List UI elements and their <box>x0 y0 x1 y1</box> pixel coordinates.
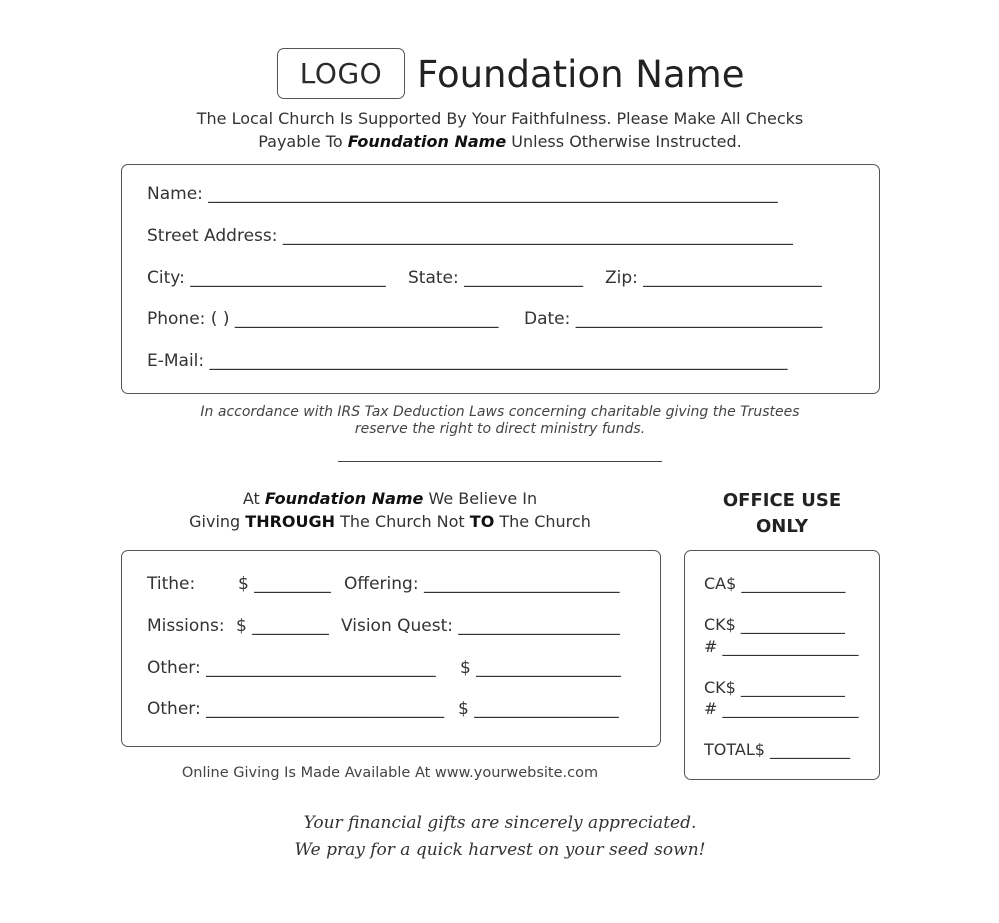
ca-field[interactable]: CA$ _____________ <box>704 574 846 593</box>
other-1-field[interactable]: Other: ___________________________ <box>147 658 436 678</box>
belief-line-2-e: The Church <box>494 512 591 531</box>
online-giving-note: Online Giving Is Made Available At www.yourwebsite.com <box>181 765 599 781</box>
email-field[interactable]: E-Mail: ____________________________________________________________________ <box>147 351 788 371</box>
logo-placeholder <box>277 48 405 99</box>
belief-foundation-name: Foundation Name <box>264 489 424 508</box>
tithe-amount-field[interactable]: $ _________ <box>238 574 331 594</box>
date-field[interactable]: Date: _____________________________ <box>524 309 823 329</box>
belief-line-1 <box>150 487 630 510</box>
belief-line-2 <box>150 510 630 533</box>
intro-line-2-prefix: Payable To <box>258 132 348 151</box>
other-2-field[interactable]: Other: ____________________________ <box>147 699 445 719</box>
name-field[interactable]: Name: ___________________________________________________________________ <box>147 184 778 204</box>
irs-notice <box>150 404 850 438</box>
logo-text: LOGO <box>299 57 383 90</box>
irs-notice-line-2: reserve the right to direct ministry funds. <box>354 421 646 437</box>
missions-label: Missions: <box>147 616 225 636</box>
intro-foundation-name: Foundation Name <box>347 132 507 151</box>
irs-notice-line-1: In accordance with IRS Tax Deduction Laws concerning charitable giving the Trustees <box>200 404 800 420</box>
intro-line-2-suffix: Unless Otherwise Instructed. <box>506 132 742 151</box>
belief-line-1-suffix: We Believe In <box>423 489 538 508</box>
section-divider <box>338 461 662 462</box>
belief-statement <box>150 487 630 533</box>
belief-to: TO <box>469 512 495 531</box>
foundation-name-title: Foundation Name <box>417 53 745 96</box>
state-field[interactable]: State: ______________ <box>408 268 584 288</box>
total-field[interactable]: TOTAL$ __________ <box>704 740 851 759</box>
zip-field[interactable]: Zip: _____________________ <box>605 268 822 288</box>
intro-line-2 <box>120 130 880 153</box>
belief-line-2-a: Giving <box>189 512 246 531</box>
missions-amount-field[interactable]: $ _________ <box>236 616 329 636</box>
belief-through: THROUGH <box>245 512 336 531</box>
vision-quest-field[interactable]: Vision Quest: ___________________ <box>341 616 620 636</box>
street-address-field[interactable]: Street Address: ____________________________________________________________ <box>147 226 793 246</box>
other-1-amount-field[interactable]: $ _________________ <box>460 658 621 678</box>
appreciation-line-2: We pray for a quick harvest on your seed sown! <box>294 840 706 860</box>
office-use-title-line-1: OFFICE USE <box>722 490 842 511</box>
intro-line-1: The Local Church Is Supported By Your Faithfulness. Please Make All Checks <box>196 109 804 128</box>
offering-field[interactable]: Offering: _______________________ <box>344 574 620 594</box>
ck-1-field[interactable]: CK$ _____________ <box>704 615 845 634</box>
ck-2-field[interactable]: CK$ _____________ <box>704 678 845 697</box>
city-field[interactable]: City: _______________________ <box>147 268 386 288</box>
appreciation-message <box>250 810 750 864</box>
belief-line-2-c: The Church Not <box>335 512 470 531</box>
other-2-amount-field[interactable]: $ _________________ <box>458 699 619 719</box>
ck-2-number-field[interactable]: # _________________ <box>704 699 859 718</box>
tithe-label: Tithe: <box>147 574 196 594</box>
belief-line-1-prefix: At <box>242 489 265 508</box>
office-use-title <box>702 488 862 540</box>
intro-text <box>120 107 880 153</box>
office-use-title-line-2: ONLY <box>755 516 809 537</box>
ck-1-number-field[interactable]: # _________________ <box>704 637 859 656</box>
appreciation-line-1: Your financial gifts are sincerely appreciated. <box>303 813 697 833</box>
phone-field[interactable]: Phone: ( ) _______________________________ <box>147 309 499 329</box>
